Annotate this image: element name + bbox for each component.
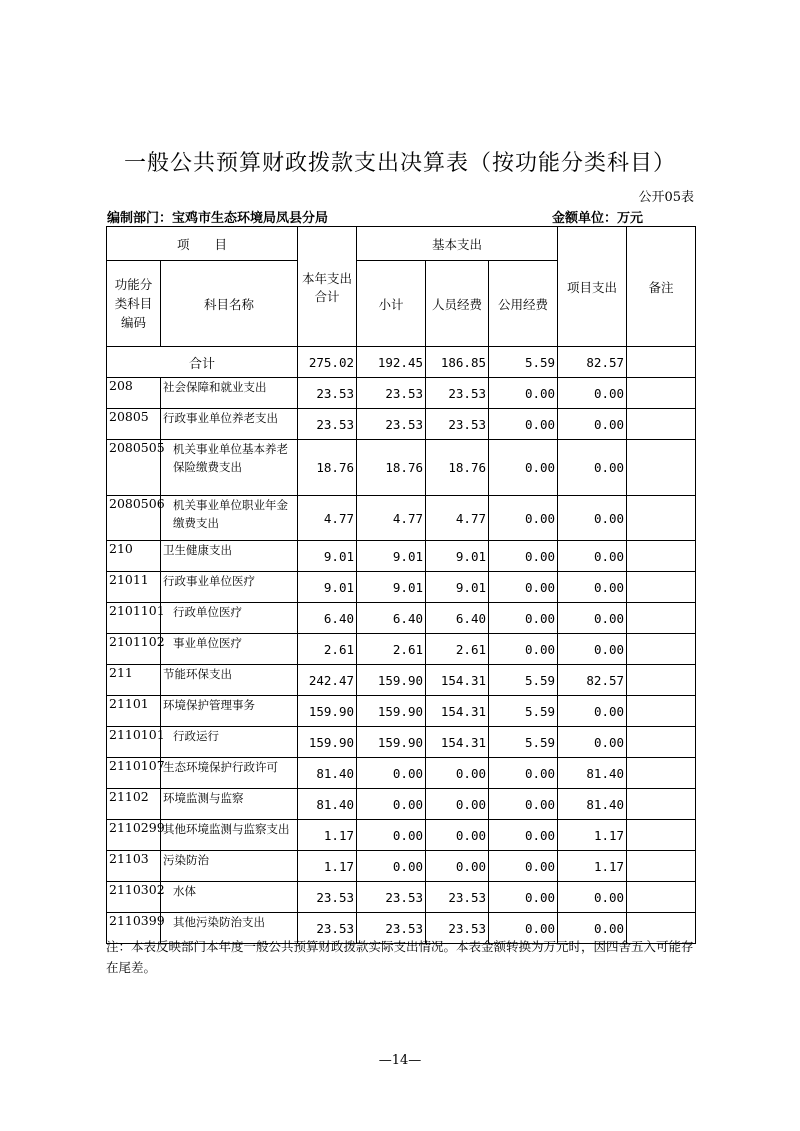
row-code: 2080506 bbox=[107, 496, 161, 541]
header-personnel: 人员经费 bbox=[426, 261, 489, 347]
table-row bbox=[107, 572, 696, 603]
row-code: 21101 bbox=[107, 696, 161, 727]
row-name: 环境保护管理事务 bbox=[161, 696, 298, 727]
row-project: 0.00 bbox=[558, 496, 627, 541]
row-public: 0.00 bbox=[489, 789, 558, 820]
row-remark bbox=[627, 409, 696, 440]
row-code: 21103 bbox=[107, 851, 161, 882]
row-remark bbox=[627, 696, 696, 727]
row-remark bbox=[627, 603, 696, 634]
row-subtotal: 9.01 bbox=[357, 572, 426, 603]
row-remark bbox=[627, 727, 696, 758]
row-name: 环境监测与监察 bbox=[161, 789, 298, 820]
row-subtotal: 0.00 bbox=[357, 789, 426, 820]
header-annual-total: 本年支出合计 bbox=[298, 227, 357, 347]
header-item: 项 目 bbox=[107, 227, 298, 261]
row-subtotal: 23.53 bbox=[357, 409, 426, 440]
row-subtotal: 159.90 bbox=[357, 665, 426, 696]
row-subtotal: 9.01 bbox=[357, 541, 426, 572]
row-project: 81.40 bbox=[558, 789, 627, 820]
row-remark bbox=[627, 541, 696, 572]
row-project: 0.00 bbox=[558, 409, 627, 440]
row-project: 1.17 bbox=[558, 851, 627, 882]
row-annual: 23.53 bbox=[298, 913, 357, 944]
table-row bbox=[107, 696, 696, 727]
row-personnel: 154.31 bbox=[426, 727, 489, 758]
row-remark bbox=[627, 789, 696, 820]
row-project: 0.00 bbox=[558, 541, 627, 572]
header-func-code: 功能分类科目编码 bbox=[107, 261, 161, 347]
total-label: 合计 bbox=[107, 347, 298, 378]
row-code: 2101101 bbox=[107, 603, 161, 634]
row-annual: 242.47 bbox=[298, 665, 357, 696]
row-code: 2110299 bbox=[107, 820, 161, 851]
table-row bbox=[107, 378, 696, 409]
row-name: 其他污染防治支出 bbox=[161, 913, 298, 944]
row-remark bbox=[627, 496, 696, 541]
row-public: 0.00 bbox=[489, 496, 558, 541]
row-remark bbox=[627, 378, 696, 409]
row-subtotal: 2.61 bbox=[357, 634, 426, 665]
row-project: 0.00 bbox=[558, 572, 627, 603]
row-code: 2101102 bbox=[107, 634, 161, 665]
page-title: 一般公共预算财政拨款支出决算表（按功能分类科目） bbox=[123, 151, 676, 176]
row-public: 5.59 bbox=[489, 696, 558, 727]
table-code: 公开05表 bbox=[638, 190, 694, 205]
row-code: 21102 bbox=[107, 789, 161, 820]
total-annual: 275.02 bbox=[298, 347, 357, 378]
row-personnel: 6.40 bbox=[426, 603, 489, 634]
row-subtotal: 18.76 bbox=[357, 440, 426, 496]
row-personnel: 18.76 bbox=[426, 440, 489, 496]
dept-label: 编制部门：宝鸡市生态环境局凤县分局 bbox=[107, 211, 329, 226]
header-remark: 备注 bbox=[627, 227, 696, 347]
row-project: 0.00 bbox=[558, 378, 627, 409]
row-name: 节能环保支出 bbox=[161, 665, 298, 696]
total-row bbox=[107, 347, 696, 378]
row-personnel: 23.53 bbox=[426, 913, 489, 944]
row-project: 0.00 bbox=[558, 882, 627, 913]
row-public: 0.00 bbox=[489, 603, 558, 634]
row-public: 0.00 bbox=[489, 572, 558, 603]
row-project: 0.00 bbox=[558, 603, 627, 634]
row-annual: 81.40 bbox=[298, 789, 357, 820]
row-code: 211 bbox=[107, 665, 161, 696]
footnote: 注：本表反映部门本年度一般公共预算财政拨款实际支出情况。本表金额转换为万元时，因四舍五入可能存在尾差。 bbox=[106, 939, 694, 975]
row-remark bbox=[627, 665, 696, 696]
row-code: 2080505 bbox=[107, 440, 161, 496]
row-personnel: 0.00 bbox=[426, 758, 489, 789]
row-project: 0.00 bbox=[558, 913, 627, 944]
row-subtotal: 0.00 bbox=[357, 851, 426, 882]
row-subtotal: 23.53 bbox=[357, 378, 426, 409]
row-remark bbox=[627, 820, 696, 851]
row-annual: 2.61 bbox=[298, 634, 357, 665]
row-annual: 1.17 bbox=[298, 851, 357, 882]
row-public: 0.00 bbox=[489, 409, 558, 440]
row-personnel: 154.31 bbox=[426, 665, 489, 696]
row-subtotal: 159.90 bbox=[357, 696, 426, 727]
row-name: 行政运行 bbox=[161, 727, 298, 758]
row-code: 210 bbox=[107, 541, 161, 572]
total-public: 5.59 bbox=[489, 347, 558, 378]
row-subtotal: 0.00 bbox=[357, 758, 426, 789]
row-code: 2110399 bbox=[107, 913, 161, 944]
table-row bbox=[107, 634, 696, 665]
row-public: 5.59 bbox=[489, 665, 558, 696]
unit-label: 金额单位：万元 bbox=[552, 211, 644, 226]
table-row bbox=[107, 665, 696, 696]
page-number: —14— bbox=[378, 1053, 422, 1068]
row-remark bbox=[627, 572, 696, 603]
row-personnel: 23.53 bbox=[426, 409, 489, 440]
row-annual: 9.01 bbox=[298, 572, 357, 603]
row-annual: 18.76 bbox=[298, 440, 357, 496]
row-personnel: 0.00 bbox=[426, 820, 489, 851]
row-personnel: 23.53 bbox=[426, 378, 489, 409]
total-remark bbox=[627, 347, 696, 378]
table-row bbox=[107, 409, 696, 440]
row-public: 0.00 bbox=[489, 758, 558, 789]
table-row bbox=[107, 882, 696, 913]
row-personnel: 23.53 bbox=[426, 882, 489, 913]
row-remark bbox=[627, 634, 696, 665]
row-public: 0.00 bbox=[489, 634, 558, 665]
row-annual: 159.90 bbox=[298, 696, 357, 727]
row-personnel: 9.01 bbox=[426, 541, 489, 572]
row-name: 污染防治 bbox=[161, 851, 298, 882]
row-name: 生态环境保护行政许可 bbox=[161, 758, 298, 789]
table-row bbox=[107, 789, 696, 820]
row-annual: 6.40 bbox=[298, 603, 357, 634]
header-basic: 基本支出 bbox=[357, 227, 558, 261]
row-code: 20805 bbox=[107, 409, 161, 440]
row-name: 行政事业单位医疗 bbox=[161, 572, 298, 603]
row-code: 208 bbox=[107, 378, 161, 409]
row-subtotal: 6.40 bbox=[357, 603, 426, 634]
row-public: 0.00 bbox=[489, 378, 558, 409]
row-remark bbox=[627, 758, 696, 789]
expenditure-table bbox=[106, 226, 696, 944]
row-remark bbox=[627, 440, 696, 496]
row-public: 0.00 bbox=[489, 541, 558, 572]
row-project: 0.00 bbox=[558, 440, 627, 496]
row-name: 卫生健康支出 bbox=[161, 541, 298, 572]
table-row bbox=[107, 496, 696, 541]
header-subject-name: 科目名称 bbox=[161, 261, 298, 347]
row-public: 0.00 bbox=[489, 820, 558, 851]
header-public: 公用经费 bbox=[489, 261, 558, 347]
header-project: 项目支出 bbox=[558, 227, 627, 347]
row-name: 机关事业单位职业年金缴费支出 bbox=[161, 496, 298, 541]
row-code: 21011 bbox=[107, 572, 161, 603]
row-code: 2110302 bbox=[107, 882, 161, 913]
row-personnel: 4.77 bbox=[426, 496, 489, 541]
total-subtotal: 192.45 bbox=[357, 347, 426, 378]
row-name: 事业单位医疗 bbox=[161, 634, 298, 665]
row-subtotal: 4.77 bbox=[357, 496, 426, 541]
row-name: 行政单位医疗 bbox=[161, 603, 298, 634]
row-public: 5.59 bbox=[489, 727, 558, 758]
row-subtotal: 23.53 bbox=[357, 913, 426, 944]
row-personnel: 0.00 bbox=[426, 851, 489, 882]
header-subtotal: 小计 bbox=[357, 261, 426, 347]
table-row bbox=[107, 820, 696, 851]
row-name: 行政事业单位养老支出 bbox=[161, 409, 298, 440]
row-remark bbox=[627, 851, 696, 882]
table-row bbox=[107, 541, 696, 572]
row-public: 0.00 bbox=[489, 913, 558, 944]
table-row bbox=[107, 440, 696, 496]
table-row bbox=[107, 851, 696, 882]
row-public: 0.00 bbox=[489, 882, 558, 913]
row-project: 0.00 bbox=[558, 727, 627, 758]
row-project: 1.17 bbox=[558, 820, 627, 851]
row-public: 0.00 bbox=[489, 440, 558, 496]
row-annual: 23.53 bbox=[298, 378, 357, 409]
row-personnel: 9.01 bbox=[426, 572, 489, 603]
row-name: 机关事业单位基本养老保险缴费支出 bbox=[161, 440, 298, 496]
row-annual: 1.17 bbox=[298, 820, 357, 851]
table-row bbox=[107, 758, 696, 789]
row-public: 0.00 bbox=[489, 851, 558, 882]
row-annual: 81.40 bbox=[298, 758, 357, 789]
table-row bbox=[107, 603, 696, 634]
row-annual: 159.90 bbox=[298, 727, 357, 758]
table-row bbox=[107, 727, 696, 758]
row-name: 其他环境监测与监察支出 bbox=[161, 820, 298, 851]
row-annual: 23.53 bbox=[298, 882, 357, 913]
row-personnel: 2.61 bbox=[426, 634, 489, 665]
row-annual: 23.53 bbox=[298, 409, 357, 440]
row-subtotal: 159.90 bbox=[357, 727, 426, 758]
row-personnel: 154.31 bbox=[426, 696, 489, 727]
row-annual: 4.77 bbox=[298, 496, 357, 541]
row-subtotal: 23.53 bbox=[357, 882, 426, 913]
row-code: 2110101 bbox=[107, 727, 161, 758]
total-personnel: 186.85 bbox=[426, 347, 489, 378]
row-project: 0.00 bbox=[558, 634, 627, 665]
row-subtotal: 0.00 bbox=[357, 820, 426, 851]
row-name: 社会保障和就业支出 bbox=[161, 378, 298, 409]
row-project: 82.57 bbox=[558, 665, 627, 696]
row-project: 81.40 bbox=[558, 758, 627, 789]
row-name: 水体 bbox=[161, 882, 298, 913]
row-remark bbox=[627, 882, 696, 913]
row-personnel: 0.00 bbox=[426, 789, 489, 820]
total-project: 82.57 bbox=[558, 347, 627, 378]
row-annual: 9.01 bbox=[298, 541, 357, 572]
row-project: 0.00 bbox=[558, 696, 627, 727]
row-code: 2110107 bbox=[107, 758, 161, 789]
